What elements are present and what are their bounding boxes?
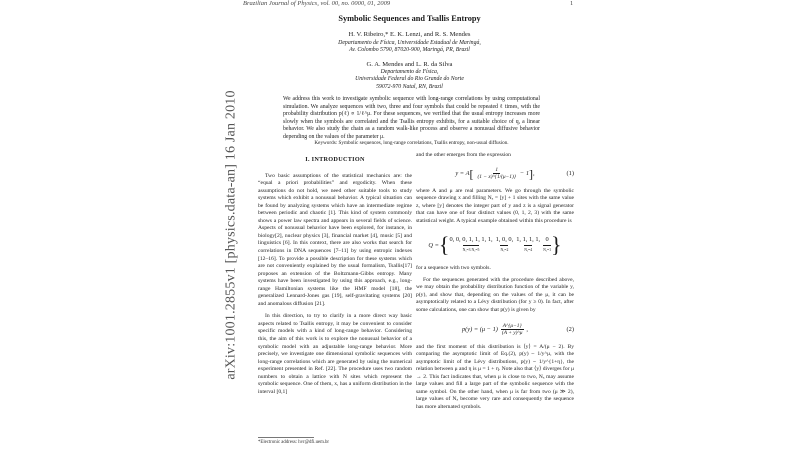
arxiv-stamp: arXiv:1001.2855v1 [physics.data-an] 16 Jan 2010 bbox=[224, 90, 240, 380]
equation-2-lhs: p(y) = (μ − 1) bbox=[461, 325, 498, 333]
sequence-group: 0 Nₓ=1 bbox=[543, 236, 551, 254]
equation-1-tail: − 1 bbox=[519, 169, 530, 177]
equation-2-number: (2) bbox=[566, 325, 574, 333]
equation-1-denominator: (1 − x)^{1/(μ−1)} bbox=[477, 174, 516, 181]
footnote-email: *Electronic address: hvr@dfi.uem.br bbox=[258, 440, 330, 445]
brace-open: { bbox=[438, 232, 450, 258]
equation-1-lhs: y = A bbox=[455, 169, 470, 177]
author-list-1: H. V. Ribeiro,* E. K. Lenzi, and R. S. Mendes bbox=[348, 31, 471, 38]
equation-1-number: (1) bbox=[566, 169, 574, 177]
equation-2-denominator: (A + y)^μ bbox=[501, 330, 523, 337]
affiliation-1-line-2: Av. Colombo 5790, 87020-900, Maringá, PR, Brazil bbox=[349, 47, 470, 54]
affiliation-2-line-1: Departamento de Física, bbox=[380, 69, 439, 75]
equation-q-lhs: Q = bbox=[428, 241, 439, 249]
intro-paragraph-1: Two basic assumptions of the statistical mechanics are: the “equal a priori probabilities” and ergodicity. When these assumptions do not hold, we need other suitable tools to study systems which exhibit a nonusual behavior. A typical situation can be found by analyzing systems which have an intermediate regime between periodic and chaotic [1]. This kind of system commonly shows a power law spectra and appears in several fields of science. Aspects of nonusual behavior have been explored, for instance, in biology[2], nuclear physics [3], financial market [4], music [5] and linguistics [6]. In this context, there are also works that search for correlations in DNA sequences [7–11] by using entropic indexes [12–16]. To provide a possible description for these systems which are not conveniently explained by the usual formalism, Tsallis[17] proposes an extension of the Boltzmann-Gibbs entropy. Many systems have been investigated by using this approach, e.g., long-range Hamiltonian systems like the HMF model [18], the generalized Lennard-Jones gas [19], self-gravitating systems [20] and anomalous diffusion [21]. bbox=[258, 172, 412, 307]
paper-title: Symbolic Sequences and Tsallis Entropy bbox=[338, 14, 481, 23]
affiliation-2-line-2: Universidade Federal do Rio Grande do Norte bbox=[355, 76, 464, 83]
equation-2-numerator: A^{μ−1} bbox=[502, 322, 522, 329]
right-paragraph-3: For the sequences generated with the procedure described above, we may obtain the probability distribution function of the variable y, p(y), and show that, depending on the values of the μ, it can be asymptotically related to a Lévy distribution (for y ≥ 0). In fact, after some calculations, one can show that p(y) is given by bbox=[416, 276, 574, 314]
section-heading: I. INTRODUCTION bbox=[305, 156, 365, 163]
sequence-group: 1, 1, 1, 1, Nₓ=4 bbox=[516, 236, 540, 254]
symbol-sequence bbox=[449, 236, 551, 254]
right-paragraph-2: for a sequence with two symbols. bbox=[416, 265, 491, 272]
abstract: We address this work to investigate symbolic sequence with long-range correlations by using computational simulation. We analyze sequences with two, three and four symbols that could be repeated ℓ times, with the probability distribution p(ℓ) ∝ 1/ℓ^μ. For these sequences, we verified that the usual entropy increases more slowly when the symbols are correlated and the Tsallis entropy exhibits, for a suitable choice of q, a linear behavior. We also study the chain as a random walk-like process and observe a nonusual diffusive behavior depending on the values of the parameter μ. bbox=[283, 96, 540, 140]
left-column bbox=[258, 152, 412, 401]
equation-q bbox=[416, 231, 574, 259]
right-paragraph-4: and the first moment of this distribution is ⟨y⟩ = A/(μ − 2). By comparing the asymptotic limit of Eq.(2), p(y) ~ 1/y^μ, with the asymptotic limit of the Lévy distributions, p(y) ~ 1/y^{1+η}, the relation between μ and η is μ = 1 + η. Note also that ⟨y⟩ diverges for μ → 2. This fact indicates that, when μ is close to two, Nₓ may assume large values and fill a large part of the symbolic sequence with the same symbol. On the other hand, when μ is far from two (μ ≫ 2), large values of Nₓ become very rare and consequently the sequence has more alternated symbols. bbox=[416, 343, 574, 410]
affiliation-2-line-3: 59072-970 Natal, RN, Brazil bbox=[376, 83, 443, 90]
keywords: Keywords: Symbolic sequences, long-range correlations, Tsallis entropy, non-usual diffusion. bbox=[314, 140, 509, 146]
right-paragraph-0: and the other emerges from the expression bbox=[416, 152, 511, 158]
footnote-rule bbox=[258, 437, 314, 438]
bracket-close: ] bbox=[529, 166, 534, 181]
right-column bbox=[416, 152, 574, 411]
intro-paragraph-2: In this direction, to try to clarify in a more direct way basic aspects related to Tsallis entropy, it may be convenient to consider specific models with a kind of long-range behavior. Considering this, the aim of this work is to explore the nonusual behavior of a symbolic model with an adjustable long-range behavior. More precisely, we investigate one dimensional symbolic sequences with long-range correlations which are generated by using the numerical experiment presented in Ref. [22]. The procedure uses two random numbers to obtain a lattice with N sites which represent the symbolic sequence. One of them, x, has a uniform distribution in the interval [0,1] bbox=[258, 313, 412, 395]
bracket-open: [ bbox=[469, 166, 474, 181]
equation-1-fraction bbox=[476, 167, 518, 181]
sequence-group: 1, 0, 0, Nₓ=2 bbox=[496, 236, 514, 254]
affiliation-1 bbox=[243, 40, 576, 55]
equation-1-numerator: 1 bbox=[495, 166, 499, 173]
author-list-2: G. A. Mendes and L. R. da Silva bbox=[366, 61, 453, 68]
page-number: 1 bbox=[570, 0, 574, 7]
right-paragraph-1: where A and μ are real parameters. We go through the symbolic sequence drawing x and filling Nₓ = [y] + 1 sites with the same value z, where [y] denotes the integer part of y and z is a signal generator that can have one of four distinct values (0, 1, 2, 3) with the same statistical weight. A typical example obtained within this procedure is bbox=[416, 187, 574, 224]
equation-2: p(y) = (μ − 1) $\frac{A\^{}\{\mu-1\}}{(A + y)\^{}\mu}$ , (2) bbox=[461, 322, 574, 337]
affiliation-2 bbox=[243, 69, 576, 91]
brace-close: } bbox=[551, 232, 562, 258]
running-head: Brazilian Journal of Physics, vol. 00, no. 0000, 01, 2009 bbox=[243, 0, 391, 7]
equation-1: y = A [ $\frac{1}{(1 - x)\^{}\{1/(\mu-1)\}}$ − 1 ] , (1) bbox=[455, 166, 574, 181]
affiliation-1-line-1: Departamento de Física, Universidade Estadual de Maringá, bbox=[338, 40, 481, 46]
sequence-group: 0, 0, 0, 1, 1, 1, 1, Nₓ=3 Nₓ=5 bbox=[449, 236, 492, 254]
equation-2-fraction bbox=[500, 323, 525, 337]
